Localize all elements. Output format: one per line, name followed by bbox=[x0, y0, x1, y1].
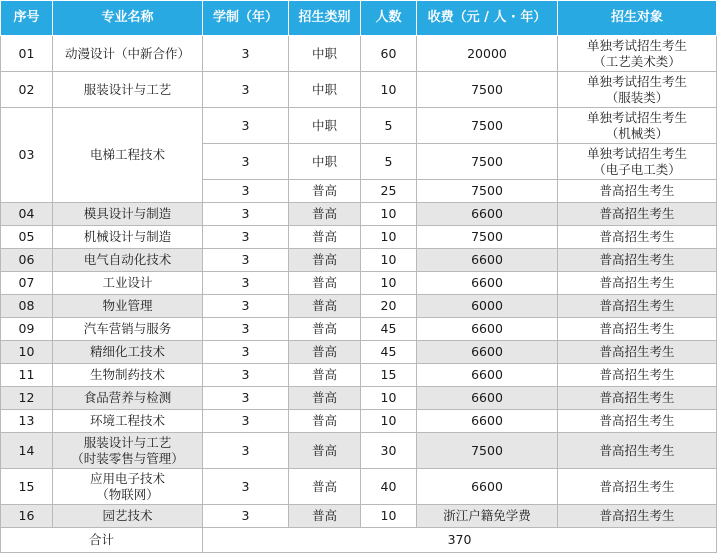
cell-count: 10 bbox=[361, 226, 417, 249]
header-type: 招生类别 bbox=[289, 1, 361, 36]
table-row bbox=[1, 249, 717, 272]
cell-fee: 6600 bbox=[417, 410, 558, 433]
cell-years: 3 bbox=[203, 364, 289, 387]
cell-count: 10 bbox=[361, 387, 417, 410]
cell-count: 10 bbox=[361, 249, 417, 272]
table-row bbox=[1, 505, 717, 528]
cell-count: 60 bbox=[361, 36, 417, 72]
cell-major: 精细化工技术 bbox=[53, 341, 203, 364]
cell-count: 30 bbox=[361, 433, 417, 469]
table-row bbox=[1, 108, 717, 144]
cell-fee: 7500 bbox=[417, 433, 558, 469]
cell-target: 普高招生考生 bbox=[558, 272, 717, 295]
cell-no: 04 bbox=[1, 203, 53, 226]
cell-years: 3 bbox=[203, 295, 289, 318]
cell-years: 3 bbox=[203, 318, 289, 341]
cell-no: 01 bbox=[1, 36, 53, 72]
cell-target: 普高招生考生 bbox=[558, 226, 717, 249]
cell-count: 10 bbox=[361, 72, 417, 108]
table-row bbox=[1, 410, 717, 433]
cell-fee: 7500 bbox=[417, 226, 558, 249]
cell-fee: 浙江户籍免学费 bbox=[417, 505, 558, 528]
cell-major: 机械设计与制造 bbox=[53, 226, 203, 249]
cell-type: 普高 bbox=[289, 226, 361, 249]
cell-years: 3 bbox=[203, 505, 289, 528]
header-row bbox=[1, 1, 717, 36]
cell-type: 普高 bbox=[289, 272, 361, 295]
table-row bbox=[1, 72, 717, 108]
cell-target: 单独考试招生考生 （工艺美术类） bbox=[558, 36, 717, 72]
table-row bbox=[1, 272, 717, 295]
cell-years: 3 bbox=[203, 180, 289, 203]
cell-no: 09 bbox=[1, 318, 53, 341]
cell-no: 15 bbox=[1, 469, 53, 505]
cell-years: 3 bbox=[203, 341, 289, 364]
cell-no: 07 bbox=[1, 272, 53, 295]
table-row bbox=[1, 341, 717, 364]
cell-years: 3 bbox=[203, 72, 289, 108]
cell-count: 20 bbox=[361, 295, 417, 318]
cell-years: 3 bbox=[203, 410, 289, 433]
cell-fee: 6000 bbox=[417, 295, 558, 318]
cell-fee: 6600 bbox=[417, 203, 558, 226]
cell-years: 3 bbox=[203, 203, 289, 226]
cell-major: 动漫设计（中新合作） bbox=[53, 36, 203, 72]
total-value: 370 bbox=[203, 528, 717, 553]
cell-type: 普高 bbox=[289, 341, 361, 364]
cell-no: 10 bbox=[1, 341, 53, 364]
cell-target: 普高招生考生 bbox=[558, 249, 717, 272]
table-row bbox=[1, 318, 717, 341]
table-row bbox=[1, 203, 717, 226]
cell-no: 16 bbox=[1, 505, 53, 528]
cell-fee: 6600 bbox=[417, 469, 558, 505]
cell-years: 3 bbox=[203, 433, 289, 469]
cell-years: 3 bbox=[203, 144, 289, 180]
table-row bbox=[1, 387, 717, 410]
cell-years: 3 bbox=[203, 272, 289, 295]
cell-count: 25 bbox=[361, 180, 417, 203]
cell-fee: 6600 bbox=[417, 318, 558, 341]
cell-target: 普高招生考生 bbox=[558, 469, 717, 505]
cell-major: 食品营养与检测 bbox=[53, 387, 203, 410]
cell-target: 单独考试招生考生 （服装类） bbox=[558, 72, 717, 108]
cell-target: 普高招生考生 bbox=[558, 318, 717, 341]
cell-type: 普高 bbox=[289, 469, 361, 505]
cell-count: 40 bbox=[361, 469, 417, 505]
cell-type: 普高 bbox=[289, 387, 361, 410]
cell-count: 15 bbox=[361, 364, 417, 387]
cell-target: 单独考试招生考生 （机械类） bbox=[558, 108, 717, 144]
cell-major: 园艺技术 bbox=[53, 505, 203, 528]
cell-type: 普高 bbox=[289, 249, 361, 272]
cell-major: 电气自动化技术 bbox=[53, 249, 203, 272]
header-target: 招生对象 bbox=[558, 1, 717, 36]
cell-count: 10 bbox=[361, 272, 417, 295]
cell-fee: 20000 bbox=[417, 36, 558, 72]
cell-no: 03 bbox=[1, 108, 53, 203]
cell-target: 普高招生考生 bbox=[558, 505, 717, 528]
cell-major: 服装设计与工艺 （时装零售与管理） bbox=[53, 433, 203, 469]
total-label: 合计 bbox=[1, 528, 203, 553]
cell-type: 普高 bbox=[289, 318, 361, 341]
cell-no: 06 bbox=[1, 249, 53, 272]
cell-major: 电梯工程技术 bbox=[53, 108, 203, 203]
cell-type: 普高 bbox=[289, 203, 361, 226]
cell-target: 普高招生考生 bbox=[558, 433, 717, 469]
table-row bbox=[1, 433, 717, 469]
cell-count: 10 bbox=[361, 203, 417, 226]
cell-major: 服装设计与工艺 bbox=[53, 72, 203, 108]
cell-target: 普高招生考生 bbox=[558, 180, 717, 203]
cell-target: 普高招生考生 bbox=[558, 203, 717, 226]
header-years: 学制（年） bbox=[203, 1, 289, 36]
table-row bbox=[1, 226, 717, 249]
cell-type: 普高 bbox=[289, 505, 361, 528]
cell-no: 14 bbox=[1, 433, 53, 469]
cell-type: 普高 bbox=[289, 433, 361, 469]
cell-fee: 7500 bbox=[417, 72, 558, 108]
cell-target: 单独考试招生考生 （电子电工类） bbox=[558, 144, 717, 180]
cell-fee: 6600 bbox=[417, 272, 558, 295]
cell-no: 05 bbox=[1, 226, 53, 249]
cell-count: 5 bbox=[361, 144, 417, 180]
cell-fee: 6600 bbox=[417, 249, 558, 272]
cell-type: 中职 bbox=[289, 36, 361, 72]
cell-fee: 6600 bbox=[417, 387, 558, 410]
cell-count: 45 bbox=[361, 318, 417, 341]
cell-major: 环境工程技术 bbox=[53, 410, 203, 433]
cell-count: 5 bbox=[361, 108, 417, 144]
cell-years: 3 bbox=[203, 36, 289, 72]
cell-fee: 6600 bbox=[417, 364, 558, 387]
cell-no: 12 bbox=[1, 387, 53, 410]
cell-type: 普高 bbox=[289, 364, 361, 387]
cell-type: 普高 bbox=[289, 180, 361, 203]
cell-no: 02 bbox=[1, 72, 53, 108]
cell-count: 10 bbox=[361, 505, 417, 528]
cell-years: 3 bbox=[203, 387, 289, 410]
cell-count: 45 bbox=[361, 341, 417, 364]
cell-target: 普高招生考生 bbox=[558, 364, 717, 387]
cell-years: 3 bbox=[203, 469, 289, 505]
cell-fee: 7500 bbox=[417, 144, 558, 180]
cell-major: 工业设计 bbox=[53, 272, 203, 295]
cell-major: 生物制药技术 bbox=[53, 364, 203, 387]
cell-target: 普高招生考生 bbox=[558, 341, 717, 364]
header-no: 序号 bbox=[1, 1, 53, 36]
cell-fee: 6600 bbox=[417, 341, 558, 364]
cell-type: 中职 bbox=[289, 144, 361, 180]
cell-type: 中职 bbox=[289, 72, 361, 108]
cell-target: 普高招生考生 bbox=[558, 410, 717, 433]
total-row bbox=[1, 528, 717, 553]
cell-major: 模具设计与制造 bbox=[53, 203, 203, 226]
table-row bbox=[1, 364, 717, 387]
cell-no: 11 bbox=[1, 364, 53, 387]
table-row bbox=[1, 36, 717, 72]
table-row bbox=[1, 295, 717, 318]
header-major: 专业名称 bbox=[53, 1, 203, 36]
cell-major: 应用电子技术 （物联网） bbox=[53, 469, 203, 505]
cell-type: 中职 bbox=[289, 108, 361, 144]
cell-years: 3 bbox=[203, 249, 289, 272]
cell-fee: 7500 bbox=[417, 108, 558, 144]
cell-target: 普高招生考生 bbox=[558, 387, 717, 410]
cell-major: 物业管理 bbox=[53, 295, 203, 318]
cell-fee: 7500 bbox=[417, 180, 558, 203]
cell-major: 汽车营销与服务 bbox=[53, 318, 203, 341]
cell-type: 普高 bbox=[289, 295, 361, 318]
cell-no: 08 bbox=[1, 295, 53, 318]
cell-count: 10 bbox=[361, 410, 417, 433]
cell-type: 普高 bbox=[289, 410, 361, 433]
cell-no: 13 bbox=[1, 410, 53, 433]
cell-target: 普高招生考生 bbox=[558, 295, 717, 318]
cell-years: 3 bbox=[203, 226, 289, 249]
header-count: 人数 bbox=[361, 1, 417, 36]
cell-years: 3 bbox=[203, 108, 289, 144]
table-row bbox=[1, 469, 717, 505]
header-fee: 收费（元 / 人 · 年） bbox=[417, 1, 558, 36]
